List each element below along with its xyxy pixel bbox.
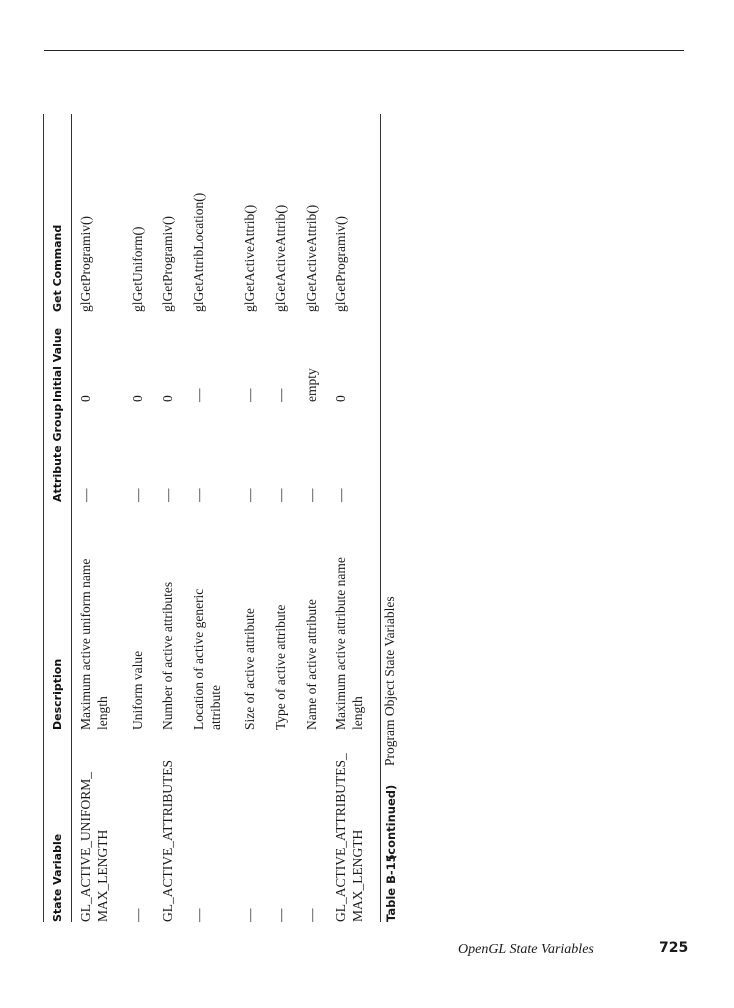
table-cell-state-variable: GL_ACTIVE_ATTRIBUTES xyxy=(160,760,175,922)
table-cell-state-variable: — xyxy=(191,908,206,922)
table-cell-state-variable: GL_ACTIVE_UNIFORM_ MAX_LENGTH xyxy=(78,772,110,922)
page-number: 725 xyxy=(659,940,689,956)
table-cell-initial-value: 0 xyxy=(130,395,145,402)
table-cell-attribute-group: — xyxy=(273,488,288,502)
table-cell-initial-value: 0 xyxy=(78,395,93,402)
table-cell-description: Number of active attributes xyxy=(160,581,175,730)
table-cell-get-command: glGetActiveAttrib() xyxy=(273,204,288,312)
table-cell-attribute-group: — xyxy=(130,488,145,502)
table-cell-attribute-group: — xyxy=(304,488,319,502)
table-cell-get-command: glGetActiveAttrib() xyxy=(304,204,319,312)
table-caption xyxy=(380,114,410,922)
table-cell-get-command: glGetUniform() xyxy=(130,226,145,312)
table-cell-description: Maximum active attribute name length xyxy=(333,557,365,730)
state-variables-table xyxy=(41,114,371,922)
table-cell-description: Type of active attribute xyxy=(273,604,288,730)
header-state-variable: State Variable xyxy=(51,833,64,922)
table-cell-get-command: glGetProgramiv() xyxy=(333,216,348,312)
caption-label: Table B-15 xyxy=(384,854,398,922)
table-cell-description: Uniform value xyxy=(130,650,145,730)
table-cell-description: Size of active attribute xyxy=(242,608,257,730)
header-attribute-group: Attribute Group xyxy=(51,403,64,502)
running-title: OpenGL State Variables xyxy=(458,942,594,957)
table-cell-get-command: glGetActiveAttrib() xyxy=(242,204,257,312)
table-cell-state-variable: — xyxy=(304,908,319,922)
table-cell-attribute-group: — xyxy=(333,488,348,502)
table-cell-attribute-group: — xyxy=(242,488,257,502)
table-cell-attribute-group: — xyxy=(191,488,206,502)
table-cell-initial-value: — xyxy=(191,388,206,402)
table-cell-get-command: glGetProgramiv() xyxy=(160,216,175,312)
caption-title: Program Object State Variables xyxy=(382,596,397,766)
header-get-command: Get Command xyxy=(51,224,64,312)
table-top-rule xyxy=(43,114,44,922)
table-cell-description: Maximum active uniform name length xyxy=(78,558,110,730)
header-initial-value: Initial Value xyxy=(51,327,64,402)
table-cell-initial-value: empty xyxy=(304,368,319,402)
header-description: Description xyxy=(51,658,64,730)
table-cell-attribute-group: — xyxy=(160,488,175,502)
table-cell-get-command: glGetProgramiv() xyxy=(78,216,93,312)
table-cell-initial-value: 0 xyxy=(333,395,348,402)
table-cell-initial-value: — xyxy=(242,388,257,402)
table-cell-state-variable: — xyxy=(273,908,288,922)
table-bottom-rule xyxy=(380,114,381,922)
table-cell-state-variable: — xyxy=(130,908,145,922)
table-cell-attribute-group: — xyxy=(78,488,93,502)
table-cell-state-variable: — xyxy=(242,908,257,922)
header-rule xyxy=(44,50,684,51)
header-bottom-rule xyxy=(71,114,72,922)
table-cell-initial-value: — xyxy=(273,388,288,402)
table-cell-initial-value: 0 xyxy=(160,395,175,402)
table-cell-get-command: glGetAttribLocation() xyxy=(191,192,206,312)
table-cell-description: Location of active generic attribute xyxy=(191,588,223,730)
caption-continued: (continued) xyxy=(384,784,398,860)
table-cell-state-variable: GL_ACTIVE_ATTRIBUTES_ MAX_LENGTH xyxy=(333,753,365,922)
table-cell-description: Name of active attribute xyxy=(304,599,319,730)
